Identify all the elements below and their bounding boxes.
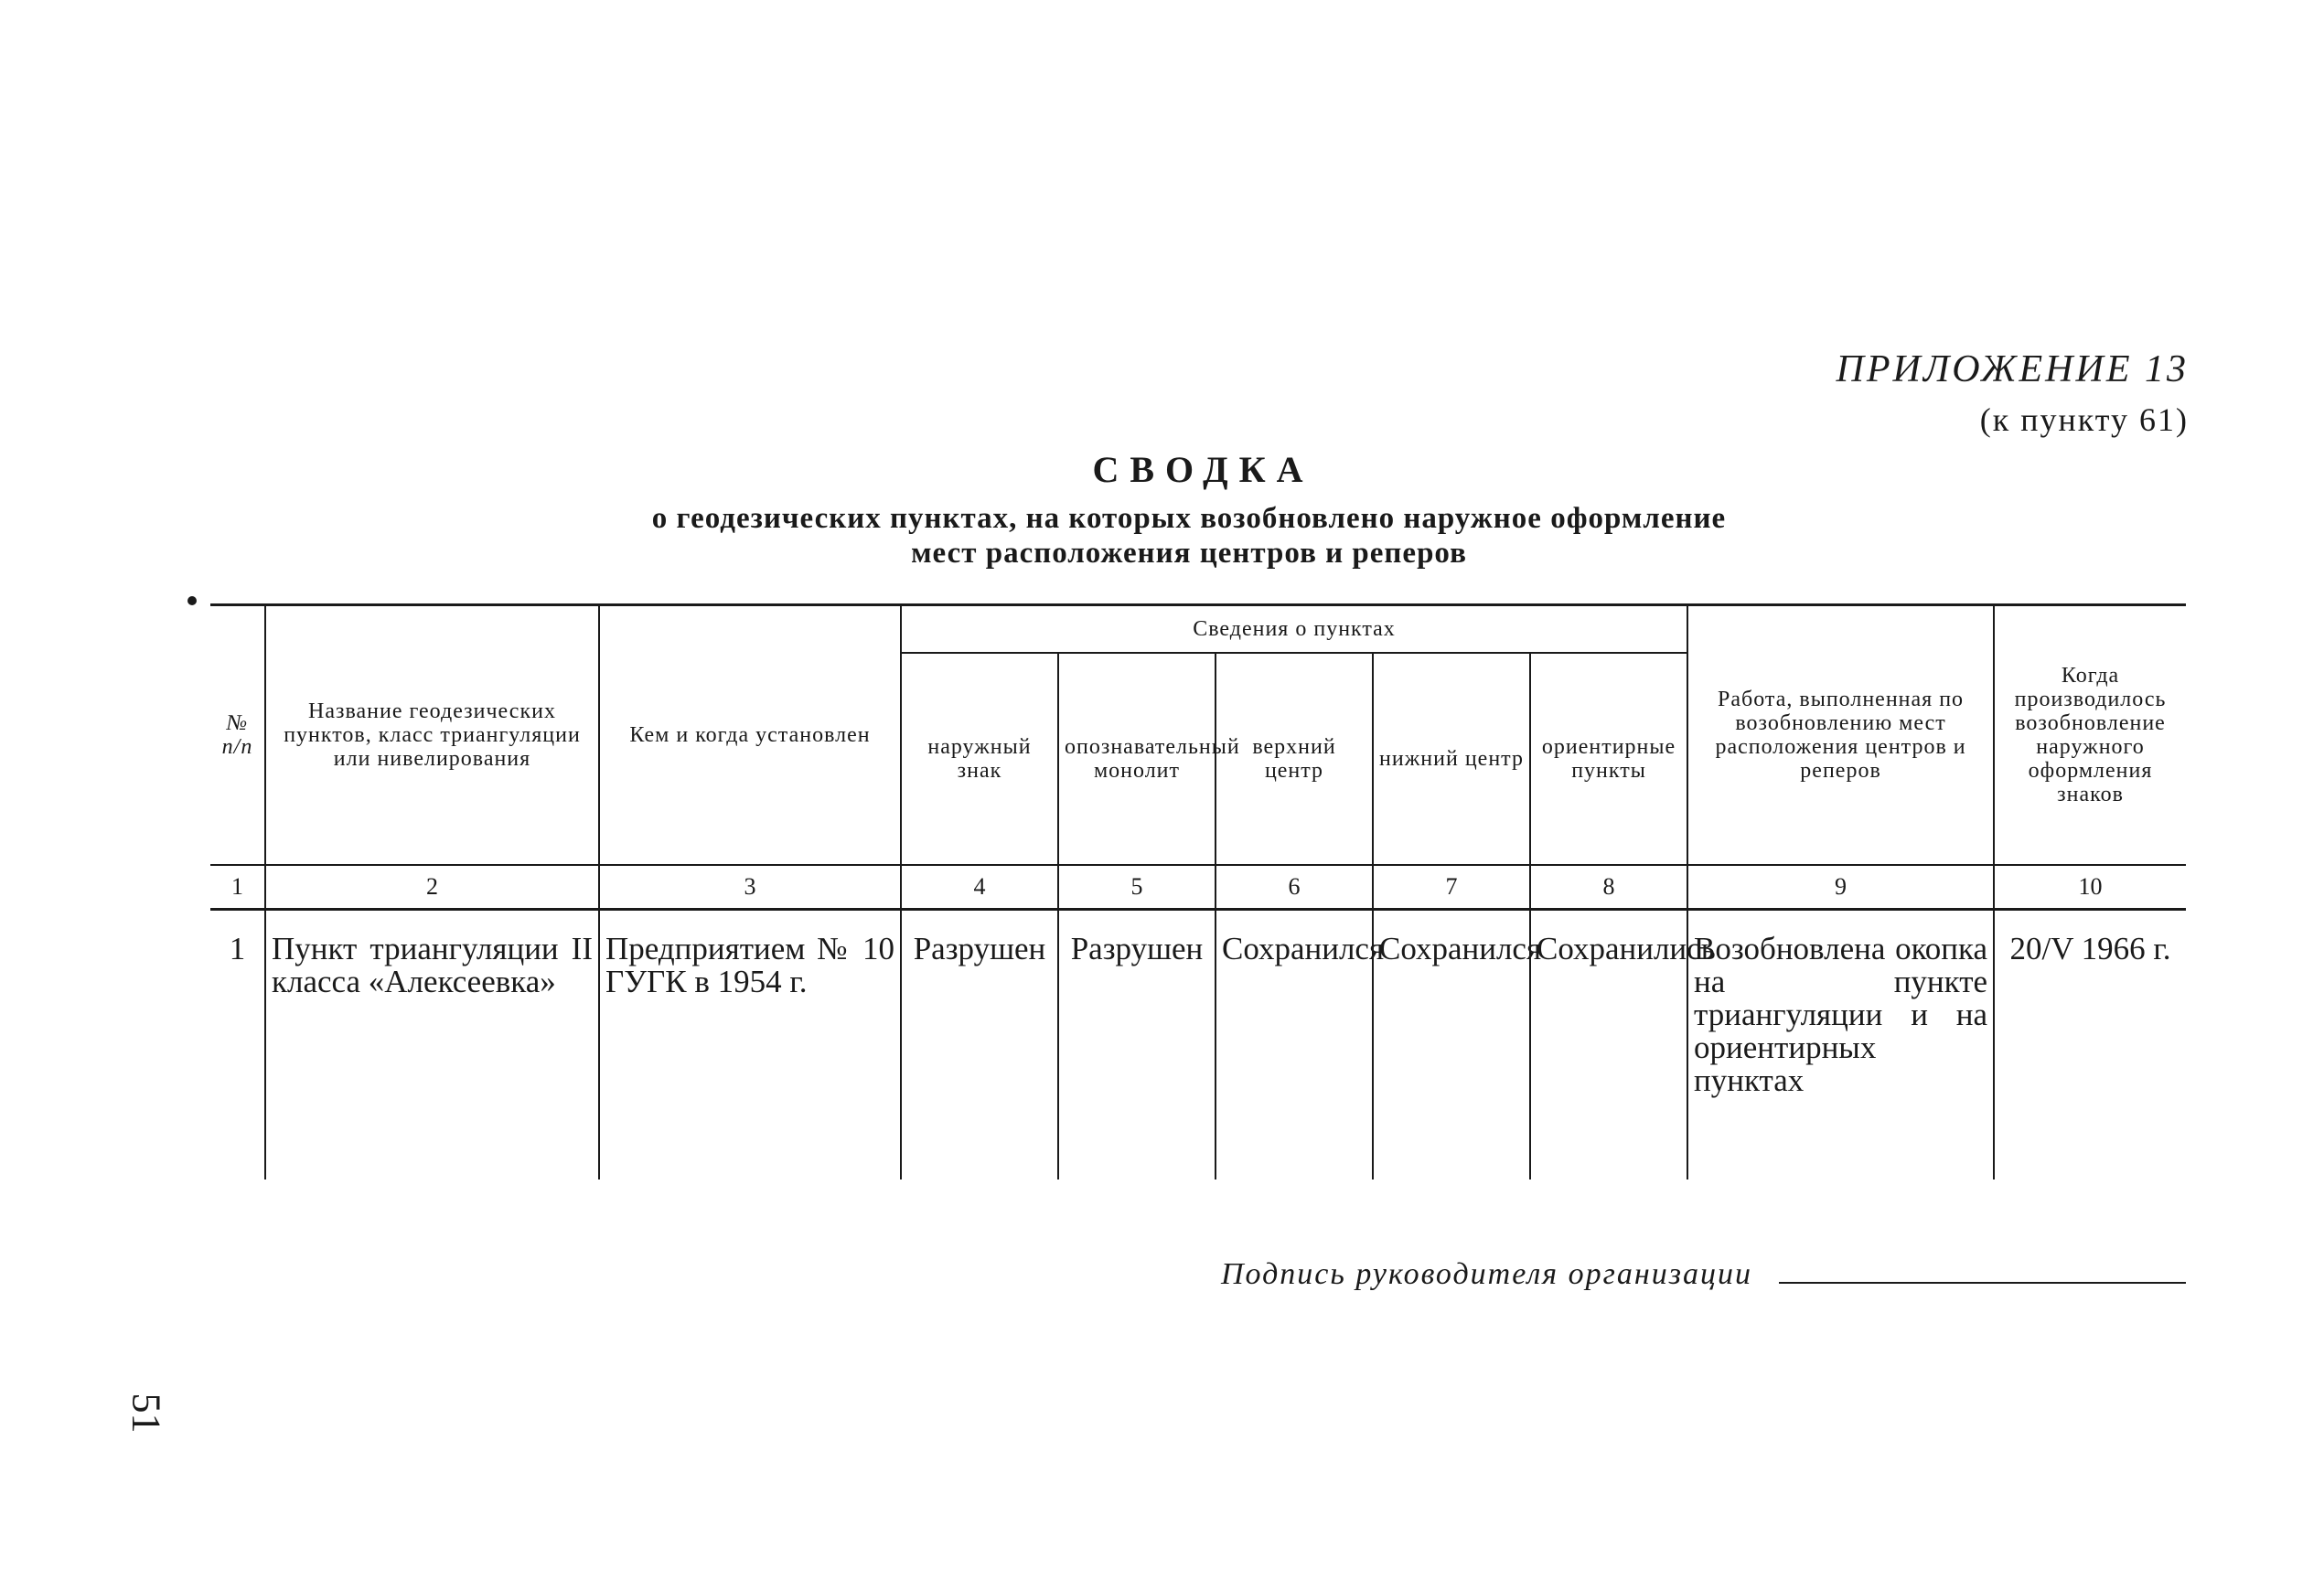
header-monolith: опознавательный монолит bbox=[1058, 653, 1216, 865]
header-lower-center: нижний центр bbox=[1373, 653, 1530, 865]
monolith-status: Разрушен bbox=[1058, 910, 1216, 1180]
header-orient-points: ориентирные пункты bbox=[1530, 653, 1687, 865]
appendix-reference: (к пункту 61) bbox=[1979, 401, 2189, 438]
point-name: Пункт триангуляции II класса «Алексеевка» bbox=[265, 910, 599, 1180]
bullet-mark bbox=[187, 596, 197, 605]
header-number: № п/п bbox=[210, 605, 265, 866]
column-number: 7 bbox=[1373, 865, 1530, 910]
document-subtitle bbox=[549, 501, 1829, 571]
header-upper-center: верхний центр bbox=[1216, 653, 1373, 865]
table-row bbox=[210, 910, 2186, 1180]
header-renewal-date: Когда производилось возобновление наружного оформления знаков bbox=[1994, 605, 2186, 866]
page-number: 51 bbox=[123, 1393, 169, 1434]
signature-label: Подпись руководителя организации bbox=[1221, 1257, 1753, 1291]
column-number: 9 bbox=[1687, 865, 1994, 910]
work-done: Возобновлена окопка на пункте триангуляции и на ориентирных пунктах bbox=[1687, 910, 1994, 1180]
appendix-title: ПРИЛОЖЕНИЕ 13 bbox=[1836, 348, 2189, 390]
column-number: 10 bbox=[1994, 865, 2186, 910]
lower-center-status: Сохранился bbox=[1373, 910, 1530, 1180]
column-number: 4 bbox=[901, 865, 1058, 910]
subtitle-line-2: мест расположения центров и реперов bbox=[911, 537, 1467, 570]
header-work-done: Работа, выполненная по возобновлению мест расположения центров и реперов bbox=[1687, 605, 1994, 866]
outer-sign-status: Разрушен bbox=[901, 910, 1058, 1180]
column-number: 1 bbox=[210, 865, 265, 910]
subtitle-line-1: о геодезических пунктах, на которых возобновлено наружное оформление bbox=[651, 502, 1727, 535]
column-number: 2 bbox=[265, 865, 599, 910]
orient-points-status: Сохранились bbox=[1530, 910, 1687, 1180]
column-number: 3 bbox=[599, 865, 901, 910]
row-number: 1 bbox=[210, 910, 265, 1180]
upper-center-status: Сохранился bbox=[1216, 910, 1373, 1180]
column-number-row bbox=[210, 865, 2186, 910]
summary-table bbox=[210, 603, 2186, 1179]
header-outer-sign: наружный знак bbox=[901, 653, 1058, 865]
column-number: 6 bbox=[1216, 865, 1373, 910]
column-number: 8 bbox=[1530, 865, 1687, 910]
document-title: СВОДКА bbox=[1092, 449, 1314, 490]
installed-by: Предприятием № 10 ГУГК в 1954 г. bbox=[599, 910, 901, 1180]
header-installed-by: Кем и когда установлен bbox=[599, 605, 901, 866]
header-point-name: Название геодезических пунктов, класс триангуляции или нивелирования bbox=[265, 605, 599, 866]
header-group-point-info: Сведения о пунктах bbox=[901, 605, 1687, 654]
renewal-date: 20/V 1966 г. bbox=[1994, 910, 2186, 1180]
column-number: 5 bbox=[1058, 865, 1216, 910]
signature-line bbox=[1779, 1282, 2186, 1284]
